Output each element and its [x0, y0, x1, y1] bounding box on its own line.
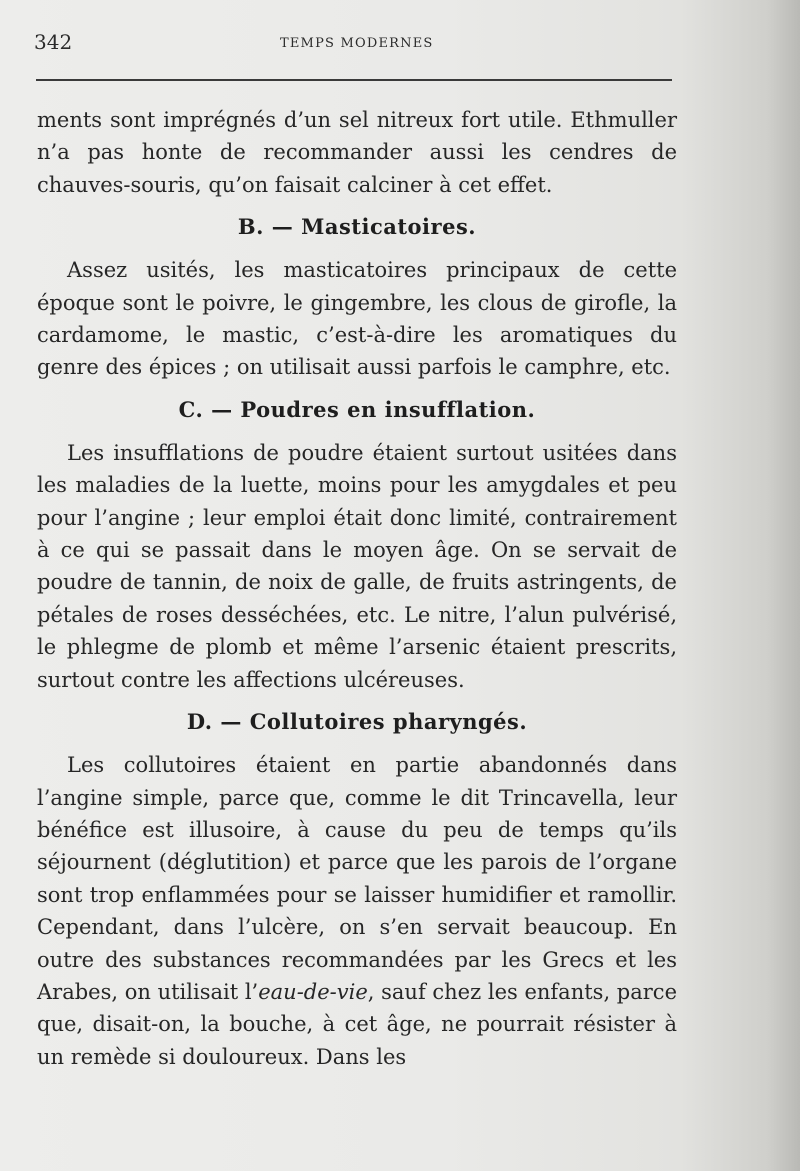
- eau-de-vie-italic: eau-de-vie: [258, 979, 368, 1004]
- header-rule: [36, 79, 672, 81]
- page-number: 342: [34, 30, 73, 54]
- paragraph-poudres: Les insufflations de poudre étaient surtout usitées dans les maladies de la luette, moins pour les amygdales et peu pour l’angine ; leur emploi était donc limité, contrairement à ce qui se passait dans le moyen âge. On se servait de poudre de tannin, de noix de galle, de fruits astringents, de pétales de roses desséchées, etc. Le nitre, l’alun pulvérisé, le phlegme de plomb et même l’arsenic étaient prescrits, surtout contre les affections ulcéreuses.: [37, 440, 677, 692]
- paragraph-masticatoires: Assez usités, les masticatoires principaux de cette époque sont le poivre, le gingembre, les clous de girofle, la cardamome, le mastic, c’est-à-dire les aromatiques du genre des épices ; on utilisait aussi parfois le camphre, etc.: [37, 258, 677, 380]
- heading-collutoires: D. — Collutoires pharyngés.: [186, 709, 528, 735]
- paragraph-collutoires-text-1: Les collutoires étaient en partie abandonnés dans l’angine simple, parce que, comme le dit Trincavella, leur bénéfice est illusoire, à cause du peu de temps qu’ils séjournent (déglutition) et parce que les parois de l’organe sont trop enflammées pour se laisser humidifier et ramollir. Cependant, dans l’ulcère, on s’en servait beaucoup. En outre des substances recommandées par les Grecs et les Arabes, on utilisait l’: [37, 753, 677, 1004]
- paragraph-collutoires-text-2: , sauf chez les enfants, parce que, disait-on, la bouche, à cet âge, ne pourrait résister à un remède si douloureux. Dans les: [37, 979, 677, 1069]
- page-header: [34, 30, 674, 60]
- heading-masticatoires: B. — Masticatoires.: [237, 214, 477, 240]
- body-text: [37, 104, 677, 1073]
- running-head: TEMPS MODERNES: [280, 36, 434, 51]
- paragraph-continuation: ments sont imprégnés d’un sel nitreux fort utile. Ethmuller n’a pas honte de recommander aussi les cendres de chauves-souris, qu’on faisait calciner à cet effet.: [37, 108, 677, 197]
- heading-poudres: C. — Poudres en insufflation.: [178, 396, 536, 422]
- paragraph-collutoires: [37, 749, 677, 1073]
